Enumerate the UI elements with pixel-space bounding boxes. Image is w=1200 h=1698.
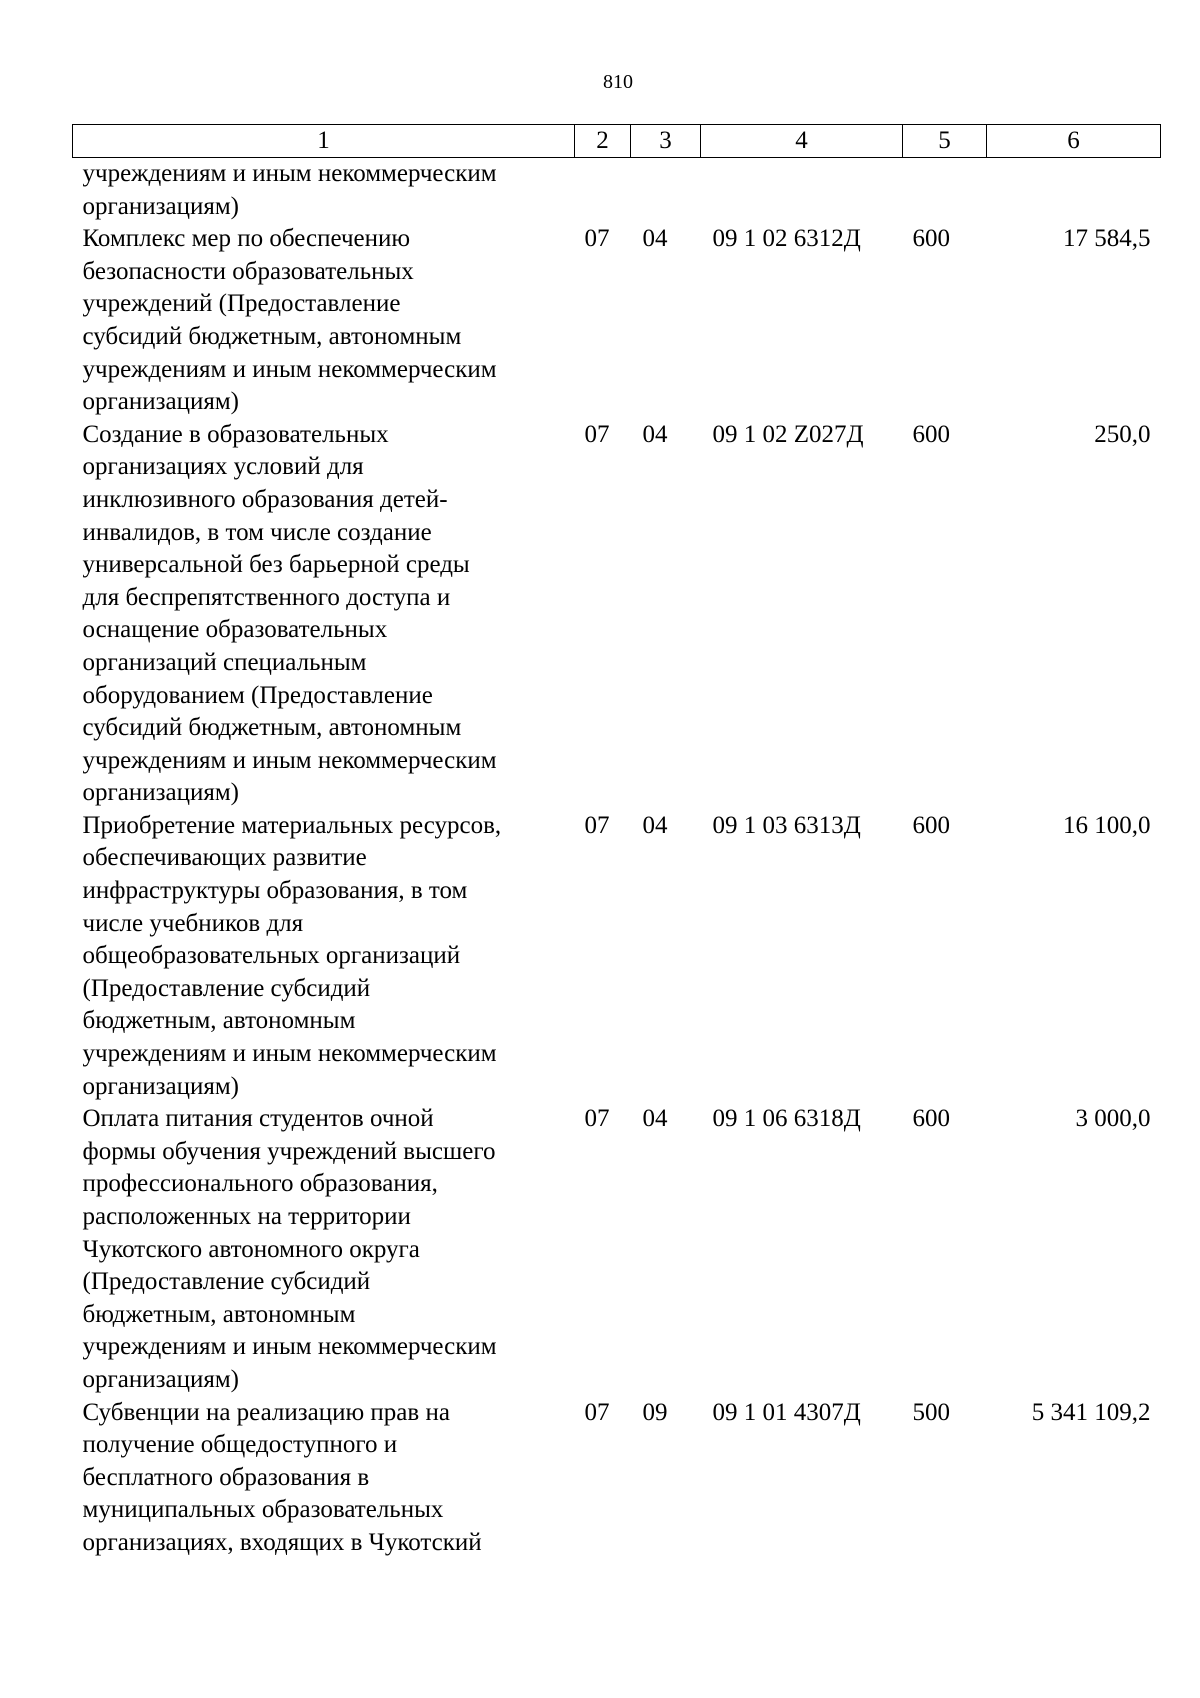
amount-cell: 250,0	[1094, 420, 1151, 448]
subsection-cell: 04	[642, 1105, 668, 1133]
row-name-line: инвалидов, в том числе создание	[82, 518, 432, 546]
row-name-line: универсальной без барьерной среды	[82, 551, 470, 579]
amount-cell: 17 584,5	[1063, 225, 1151, 253]
row-name-line: получение общедоступного и	[82, 1431, 398, 1459]
column-header-6: 6	[987, 125, 1161, 158]
subsection-cell: 04	[642, 225, 668, 253]
row-name-line: для беспрепятственного доступа и	[82, 583, 451, 611]
row-name-line: числе учебников для	[82, 909, 304, 937]
target-code-cell: 09 1 03 6313Д	[712, 811, 861, 839]
row-name-line: организаций специальным	[82, 648, 367, 676]
row-name-cell	[73, 810, 575, 1103]
target-code-cell: 09 1 06 6318Д	[712, 1105, 861, 1133]
row-name-line: общеобразовательных организаций	[82, 942, 461, 970]
row-name-line: безопасности образовательных	[82, 257, 414, 285]
section-cell: 07	[584, 811, 610, 839]
row-name-line: муниципальных образовательных	[82, 1496, 444, 1524]
amount-cell: 16 100,0	[1063, 811, 1151, 839]
row-name-line: Чукотского автономного округа	[82, 1235, 420, 1263]
row-name-line: учреждениям и иным некоммерческим	[82, 1333, 497, 1361]
row-name-line: бюджетным, автономным	[82, 1007, 356, 1035]
table-row	[73, 1103, 1161, 1396]
budget-table	[72, 124, 1161, 1560]
table-row	[73, 223, 1161, 419]
column-header-4: 4	[701, 125, 903, 158]
expense-type-cell: 600	[912, 225, 950, 253]
row-name-line: Приобретение материальных ресурсов,	[82, 811, 502, 839]
column-header-2: 2	[575, 125, 631, 158]
subsection-cell	[631, 158, 701, 224]
row-name-cell	[73, 419, 575, 810]
row-name-line: Комплекс мер по обеспечению	[82, 225, 411, 253]
row-name-cell	[73, 158, 575, 224]
row-name-line: Субвенции на реализацию прав на	[82, 1398, 450, 1426]
row-name-line: организациям)	[82, 388, 239, 416]
row-name-line: Оплата питания студентов очной	[82, 1105, 434, 1133]
row-name-line: инклюзивного образования детей-	[82, 485, 448, 513]
amount-cell: 3 000,0	[1075, 1105, 1151, 1133]
row-name-line: организациям)	[82, 1072, 239, 1100]
row-name-line: учреждений (Предоставление	[82, 290, 401, 318]
table-row	[73, 1397, 1161, 1560]
row-name-cell	[73, 1103, 575, 1396]
table-row	[73, 158, 1161, 224]
expense-type-cell: 600	[912, 1105, 950, 1133]
subsection-cell: 09	[642, 1398, 668, 1426]
row-name-line: обеспечивающих развитие	[82, 844, 367, 872]
row-name-line: формы обучения учреждений высшего	[82, 1137, 496, 1165]
subsection-cell: 04	[642, 811, 668, 839]
table-row	[73, 810, 1161, 1103]
row-name-line: учреждениям и иным некоммерческим	[82, 1040, 497, 1068]
expense-type-cell: 600	[912, 811, 950, 839]
row-name-line: субсидий бюджетным, автономным	[82, 714, 462, 742]
row-name-line: организациям)	[82, 779, 239, 807]
row-name-line: инфраструктуры образования, в том	[82, 877, 468, 905]
row-name-line: субсидий бюджетным, автономным	[82, 322, 462, 350]
column-header-1: 1	[73, 125, 575, 158]
row-name-line: организациях, входящих в Чукотский	[82, 1528, 482, 1556]
section-cell: 07	[584, 225, 610, 253]
row-name-cell	[73, 1397, 575, 1560]
row-name-line: расположенных на территории	[82, 1203, 411, 1230]
section-cell: 07	[584, 1398, 610, 1426]
column-header-3: 3	[631, 125, 701, 158]
table-body	[73, 158, 1161, 1560]
page-number: 810	[603, 71, 633, 93]
target-code-cell: 09 1 02 Z027Д	[712, 420, 864, 448]
subsection-cell: 04	[642, 420, 668, 448]
target-code-cell	[701, 158, 903, 224]
row-name-line: (Предоставление субсидий	[82, 1268, 371, 1296]
row-name-line: учреждениям и иным некоммерческим	[82, 746, 497, 774]
row-name-line: организациям)	[82, 192, 239, 220]
row-name-line: оборудованием (Предоставление	[82, 681, 433, 709]
column-header-5: 5	[903, 125, 987, 158]
table-header-row	[73, 125, 1161, 158]
row-name-line: учреждениям и иным некоммерческим	[82, 160, 497, 187]
amount-cell	[987, 158, 1161, 224]
row-name-cell	[73, 223, 575, 419]
row-name-line: бюджетным, автономным	[82, 1300, 356, 1328]
row-name-line: Создание в образовательных	[82, 420, 389, 448]
row-name-line: организациях условий для	[82, 453, 364, 481]
row-name-line: (Предоставление субсидий	[82, 974, 371, 1002]
table-row	[73, 419, 1161, 810]
amount-cell: 5 341 109,2	[1031, 1398, 1151, 1426]
expense-type-cell	[903, 158, 987, 224]
row-name-line: бесплатного образования в	[82, 1463, 370, 1491]
section-cell: 07	[584, 1105, 610, 1133]
row-name-line: учреждениям и иным некоммерческим	[82, 355, 497, 383]
expense-type-cell: 500	[912, 1398, 950, 1426]
target-code-cell: 09 1 02 6312Д	[712, 225, 861, 253]
row-name-line: профессионального образования,	[82, 1170, 438, 1198]
row-name-line: организациям)	[82, 1365, 239, 1393]
row-name-line: оснащение образовательных	[82, 616, 388, 644]
section-cell	[575, 158, 631, 224]
target-code-cell: 09 1 01 4307Д	[712, 1398, 861, 1426]
section-cell: 07	[584, 420, 610, 448]
expense-type-cell: 600	[912, 420, 950, 448]
